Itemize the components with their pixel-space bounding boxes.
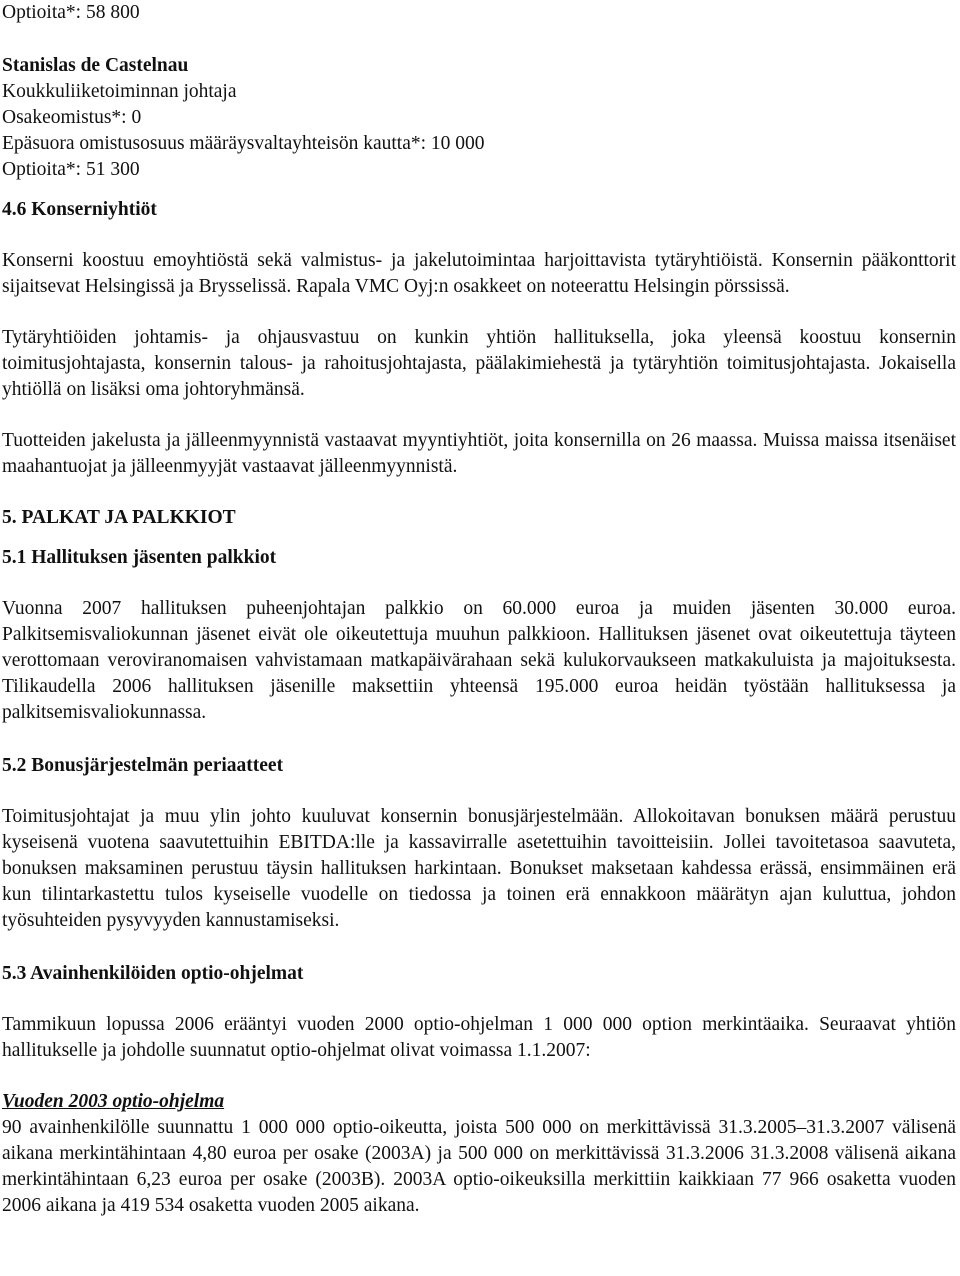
person-indirect-ownership: Epäsuora omistusosuus määräysvaltayhteisön kautta*: 10 000 [2, 133, 485, 154]
paragraph-4-6-1: Konserni koostuu emoyhtiöstä sekä valmistus- ja jakelutoimintaa harjoittavista tytäryhtiöistä. Konsernin pääkonttorit sijaitsevat Helsingissä ja Brysselissä. Rapala VMC Oyj:n osakkeet on noteerattu Helsingin pörssissä. [2, 250, 956, 297]
person-ownership: Osakeomistus*: 0 [2, 107, 142, 128]
person-name: Stanislas de Castelnau [2, 55, 189, 76]
paragraph-4-6-3: Tuotteiden jakelusta ja jälleenmyynnistä vastaavat myyntiyhtiöt, joita konsernilla on 26 maassa. Muissa maissa itsenäiset maahantuojat ja jälleenmyyjät vastaavat jälleenmyynnistä. [2, 430, 956, 477]
heading-5: 5. PALKAT JA PALKKIOT [2, 507, 236, 528]
heading-5-3: 5.3 Avainhenkilöiden optio-ohjelmat [2, 963, 304, 984]
person-role: Koukkuliiketoiminnan johtaja [2, 81, 237, 102]
paragraph-5-1-1: Vuonna 2007 hallituksen puheenjohtajan palkkio on 60.000 euroa ja muiden jäsenten 30.000 euroa. Palkitsemisvaliokunnan jäsenet eivät ole oikeutettuja muuhun palkkioon. Hallituksen jäsenet ovat oikeutettuja täyteen verottomaan veroviranomaisen vahvistamaan matkapäivärahaan sekä kulukorvaukseen matkakuluista ja majoituksesta. Tilikaudella 2006 hallituksen jäsenille maksettiin yhteensä 195.000 euroa heidän työstään hallituksessa ja palkitsemisvaliokunnassa. [2, 598, 956, 723]
person-options: Optioita*: 51 300 [2, 159, 140, 180]
heading-5-2: 5.2 Bonusjärjestelmän periaatteet [2, 755, 284, 776]
paragraph-5-2-1: Toimitusjohtajat ja muu ylin johto kuuluvat konsernin bonusjärjestelmään. Allokoitavan bonuksen määrä perustuu kyseisenä vuotena saavutettuihin EBITDA:lle ja kassavirralle asetettuihin tavoitteisiin. Jollei tavoitetasoa saavuteta, bonuksen maksaminen perustuu täysin hallituksen harkintaan. Bonukset maksetaan kahdessa erässä, ensimmäinen erä kun tilintarkastettu tulos kyseiselle vuodelle on tiedossa ja toinen erä ennakkoon määrätyn ajan kuluttua, johdon työsuhteiden pysyvyyden kannustamiseksi. [2, 806, 956, 931]
paragraph-5-3-1: Tammikuun lopussa 2006 erääntyi vuoden 2000 optio-ohjelman 1 000 000 option merkintäaika. Seuraavat yhtiön hallitukselle ja johdolle suunnatut optio-ohjelmat olivat voimassa 1.1.2007: [2, 1014, 956, 1061]
option-program-2003-title: Vuoden 2003 optio-ohjelma [2, 1091, 225, 1112]
heading-4-6: 4.6 Konserniyhtiöt [2, 199, 157, 220]
document-page [2, 0, 958, 1219]
paragraph-4-6-2: Tytäryhtiöiden johtamis- ja ohjausvastuu on kunkin yhtiön hallituksella, joka yleensä koostuu konsernin toimitusjohtajasta, konsernin talous- ja rahoitusjohtajasta, päälakimiehestä ja tytäryhtiön toimitusjohtajasta. Jokaisella yhtiöllä on lisäksi oma johtoryhmänsä. [2, 327, 956, 400]
option-program-2003-text: 90 avainhenkilölle suunnattu 1 000 000 optio-oikeutta, joista 500 000 on merkittävissä 31.3.2005–31.3.2007 välisenä aikana merkintähintaan 4,80 euroa per osake (2003A) ja 500 000 on merkittävissä 31.3.2006 31.3.2008 välisenä aikana merkintähintaan 6,23 euroa per osake (2003B). 2003A optio-oikeuksilla merkittiin kaikkiaan 77 966 osaketta vuoden 2006 aikana ja 419 534 osaketta vuoden 2005 aikana. [2, 1117, 956, 1216]
options-line-top: Optioita*: 58 800 [2, 2, 140, 23]
heading-5-1: 5.1 Hallituksen jäsenten palkkiot [2, 547, 277, 568]
